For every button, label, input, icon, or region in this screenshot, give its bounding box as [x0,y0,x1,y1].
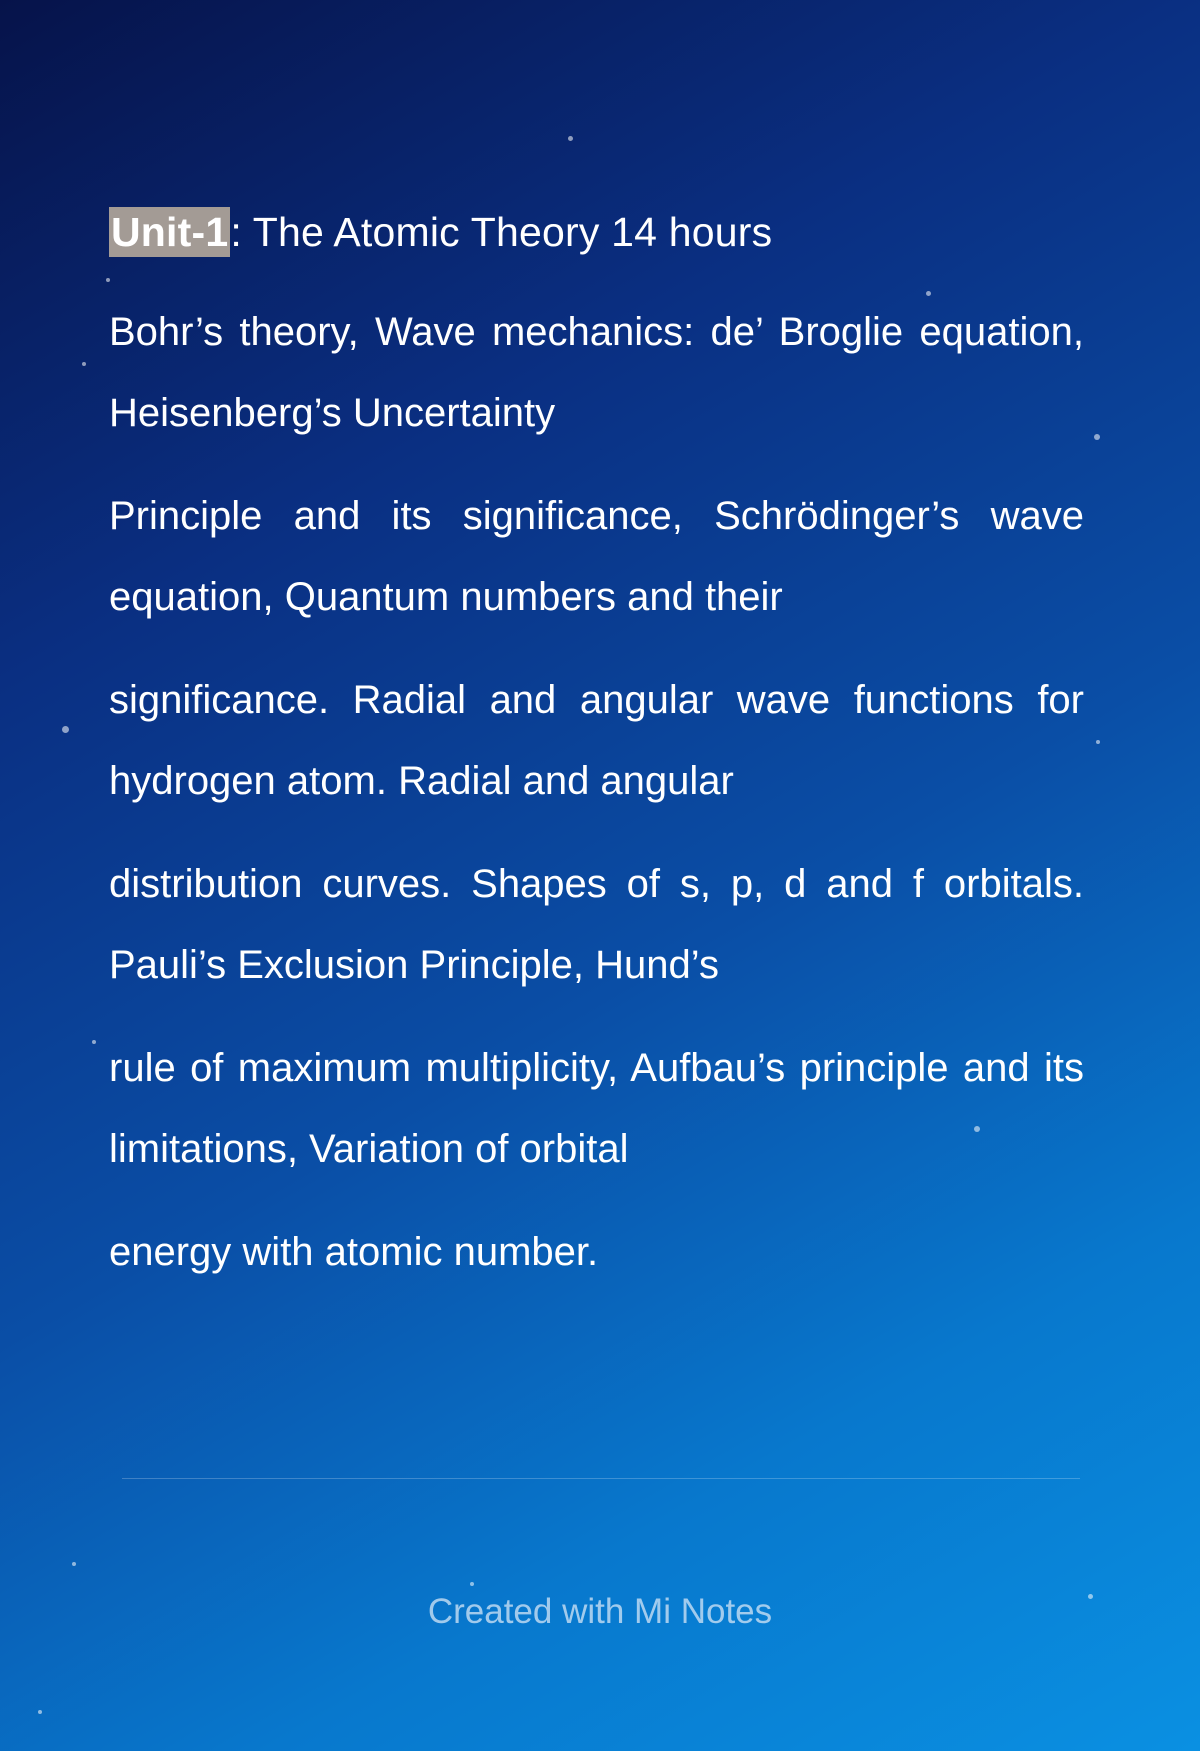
note-content[interactable] [109,196,1084,1315]
footer-divider [122,1478,1080,1479]
note-title[interactable] [109,196,1084,268]
note-title-text: : The Atomic Theory 14 hours [230,209,773,255]
note-paragraph: distribution curves. Shapes of s, p, d and f orbitals. Pauli’s Exclusion Principle, Hund’s [109,862,1084,987]
note-paragraph: significance. Radial and angular wave functions for hydrogen atom. Radial and angular [109,678,1084,803]
note-paragraph: rule of maximum multiplicity, Aufbau’s principle and its limitations, Variation of orbital [109,1046,1084,1171]
note-paragraph: energy with atomic number. [109,1230,599,1274]
note-paragraph: Bohr’s theory, Wave mechanics: de’ Broglie equation, Heisenberg’s Uncertainty [109,310,1084,435]
created-with-footer: Created with Mi Notes [427,1592,773,1631]
note-paragraph: Principle and its significance, Schrödinger’s wave equation, Quantum numbers and their [109,494,1084,619]
selected-text-highlight[interactable]: Unit-1 [111,209,229,255]
